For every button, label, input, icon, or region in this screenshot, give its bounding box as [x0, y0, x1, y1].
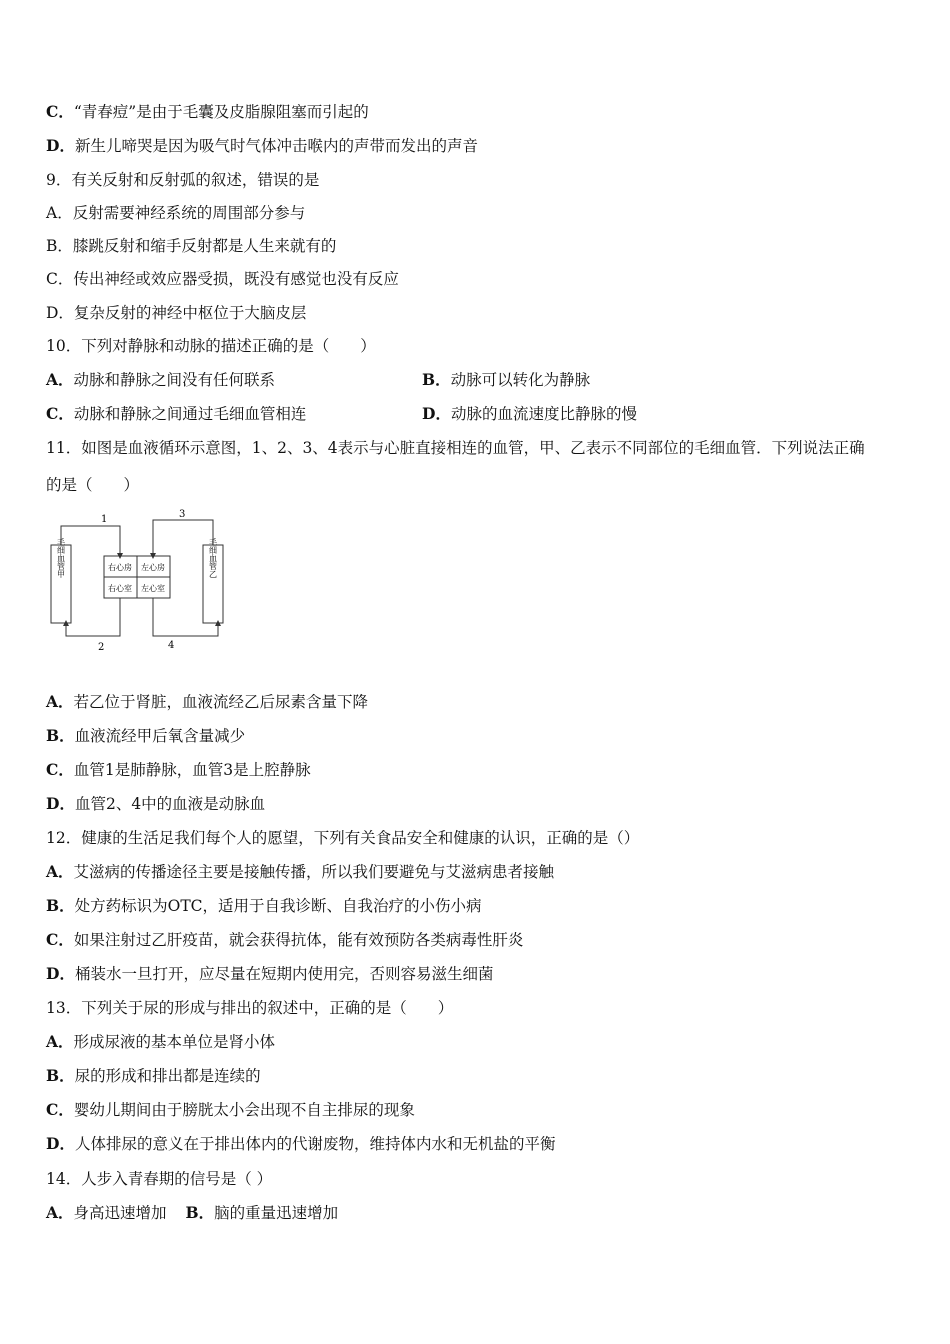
q8-option-c: C．“青春痘”是由于毛囊及皮脂腺阻塞而引起的 — [46, 102, 369, 121]
q11-stem-line2: 的是（ ） — [46, 476, 140, 494]
q10-option-c: C．动脉和静脉之间通过毛细血管相连 — [46, 404, 307, 423]
vessel-4-label: 4 — [168, 640, 175, 651]
q14-stem: 14．人步入青春期的信号是（ ） — [46, 1170, 273, 1188]
q10-option-b: B．动脉可以转化为静脉 — [422, 370, 591, 389]
q10-stem: 10．下列对静脉和动脉的描述正确的是（ ） — [46, 337, 376, 355]
q14-options — [46, 1203, 338, 1223]
q13-option-c: C．婴幼儿期间由于膀胱太小会出现不自主排尿的现象 — [46, 1100, 415, 1119]
q12-option-a: A．艾滋病的传播途径主要是接触传播，所以我们要避免与艾滋病患者接触 — [46, 862, 555, 881]
capillary-yi-label: 毛细血管乙 — [208, 538, 218, 578]
q11-option-a: A．若乙位于肾脏，血液流经乙后尿素含量下降 — [46, 692, 369, 711]
q11-option-c: C．血管1是肺静脉，血管3是上腔静脉 — [46, 760, 311, 779]
vessel-2-label: 2 — [98, 642, 105, 653]
right-atrium: 右心房 — [108, 563, 132, 572]
left-ventricle: 左心室 — [141, 584, 165, 593]
vessel-1 — [61, 526, 120, 556]
q9-stem: 9．有关反射和反射弧的叙述，错误的是 — [46, 171, 320, 189]
q12-option-d: D．桶装水一旦打开，应尽量在短期内使用完，否则容易滋生细菌 — [46, 964, 494, 983]
q13-option-a: A．形成尿液的基本单位是肾小体 — [46, 1032, 276, 1051]
left-atrium: 左心房 — [141, 563, 165, 572]
vessel-4 — [153, 598, 218, 636]
q10-row-2 — [46, 404, 637, 424]
q11-option-b: B．血液流经甲后氧含量减少 — [46, 726, 246, 745]
right-ventricle: 右心室 — [108, 584, 132, 593]
q10-row-1 — [46, 370, 591, 390]
q13-stem: 13．下列关于尿的形成与排出的叙述中，正确的是（ ） — [46, 999, 454, 1017]
q11-stem-line1: 11．如图是血液循环示意图，1、2、3、4表示与心脏直接相连的血管，甲、乙表示不同部位的毛细血管．下列说法正确 — [46, 439, 865, 457]
q9-option-a: A．反射需要神经系统的周围部分参与 — [46, 204, 306, 222]
vessel-3-label: 3 — [179, 509, 186, 520]
q12-stem: 12．健康的生活足我们每个人的愿望，下列有关食品安全和健康的认识，正确的是（） — [46, 829, 640, 847]
q9-option-c: C．传出神经或效应器受损，既没有感觉也没有反应 — [46, 270, 399, 288]
q10-option-a: A．动脉和静脉之间没有任何联系 — [46, 370, 276, 389]
vessel-2 — [66, 598, 120, 636]
q13-option-d: D．人体排尿的意义在于排出体内的代谢废物，维持体内水和无机盐的平衡 — [46, 1134, 556, 1153]
q14-option-a: A．身高迅速增加 — [46, 1203, 167, 1222]
q11-option-d: D．血管2、4中的血液是动脉血 — [46, 794, 266, 813]
q9-option-d: D．复杂反射的神经中枢位于大脑皮层 — [46, 304, 307, 322]
q9-option-b: B．膝跳反射和缩手反射都是人生来就有的 — [46, 237, 337, 255]
q12-option-b: B．处方药标识为OTC，适用于自我诊断、自我治疗的小伤小病 — [46, 896, 482, 915]
q10-option-d: D．动脉的血流速度比静脉的慢 — [422, 404, 637, 423]
q14-option-b: B．脑的重量迅速增加 — [185, 1203, 339, 1222]
vessel-3 — [153, 520, 213, 556]
q13-option-b: B．尿的形成和排出都是连续的 — [46, 1066, 261, 1085]
q8-option-d: D．新生儿啼哭是因为吸气时气体冲击喉内的声带而发出的声音 — [46, 136, 478, 155]
q12-option-c: C．如果注射过乙肝疫苗，就会获得抗体，能有效预防各类病毒性肝炎 — [46, 930, 524, 949]
blood-circulation-diagram — [46, 508, 246, 653]
capillary-jia-label: 毛细血管甲 — [56, 538, 66, 578]
vessel-1-label: 1 — [101, 514, 108, 525]
